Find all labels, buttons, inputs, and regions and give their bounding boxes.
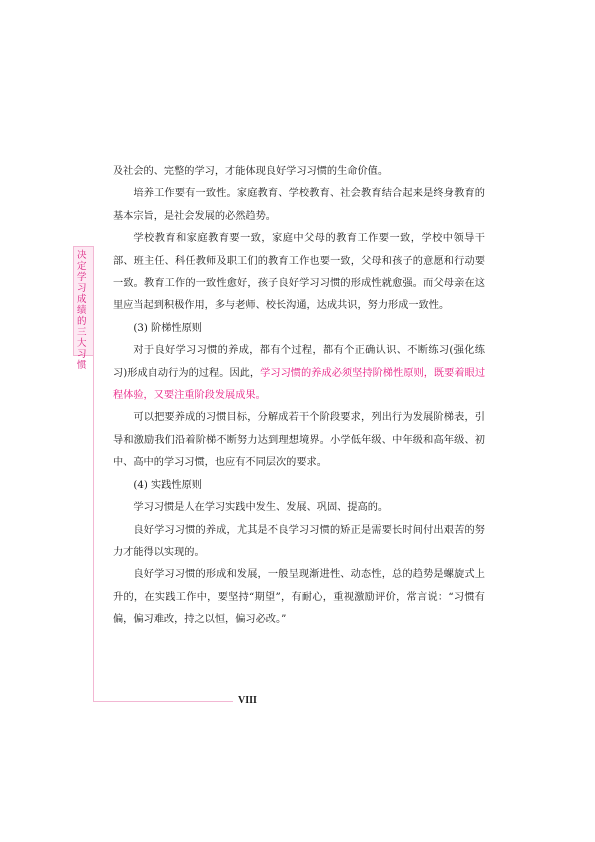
paragraph: 培养工作要有一致性。家庭教育、学校教育、社会教育结合起来是终身教育的基本宗旨，是社会发展的必然趋势。	[113, 188, 485, 222]
margin-rule-horizontal	[93, 701, 233, 702]
paragraph-with-highlight	[113, 340, 485, 407]
paragraph: 可以把要养成的习惯目标，分解成若干个阶段要求，列出行为发展阶梯表，引导和激励我们沿着阶梯不断努力达到理想境界。小学低年级、中年级和高年级、初中、高中的学习习惯，也应有不同层次的要求。	[113, 412, 485, 469]
paragraph-text: 对于良好学习习惯的养成，都有个过程，都有个正确认识、不断练习(强化练习)形成自动行为的过程。因此，	[113, 345, 485, 379]
paragraph: 学校教育和家庭教育要一致，家庭中父母的教育工作要一致，学校中领导干部、班主任、科任教师及职工们的教育工作也要一致，父母和孩子的意愿和行动要一致。教育工作的一致性愈好，孩子良好学习习惯的形成性就愈强。而父母亲在这里应当起到积极作用，多与老师、校长沟通，达成共识，努力形成一致性。	[113, 233, 485, 312]
section-heading: (3) 阶梯性原则	[133, 322, 202, 334]
paragraph: 良好学习习惯的养成，尤其是不良学习习惯的矫正是需要长时间付出艰苦的努力才能得以实现的。	[113, 524, 485, 558]
paragraph: 学习习惯是人在学习实践中发生、发展、巩固、提高的。	[133, 502, 389, 514]
margin-rule-vertical	[93, 246, 94, 701]
highlighted-text: 学习习惯的养成必须坚持阶梯性原则，既要着眼过程体验，又要注重阶段发展成果。	[113, 367, 486, 402]
chapter-side-tab-title: 决定学习成绩的三大习惯	[77, 250, 87, 371]
body-text	[113, 161, 485, 632]
section-heading: (4) 实践性原则	[133, 479, 202, 491]
paragraph-continuation: 及社会的、完整的学习，才能体现良好学习习惯的生命价值。	[113, 166, 389, 177]
paragraph: 良好学习习惯的形成和发展，一般呈现渐进性、动态性，总的趋势是螺旋式上升的，在实践工作中，要坚持“期望”，有耐心，重视激励评价，常言说：“习惯有偏，偏习难改，持之以恒，偏习必改。”	[113, 569, 485, 626]
page-number: VIII	[238, 695, 257, 706]
